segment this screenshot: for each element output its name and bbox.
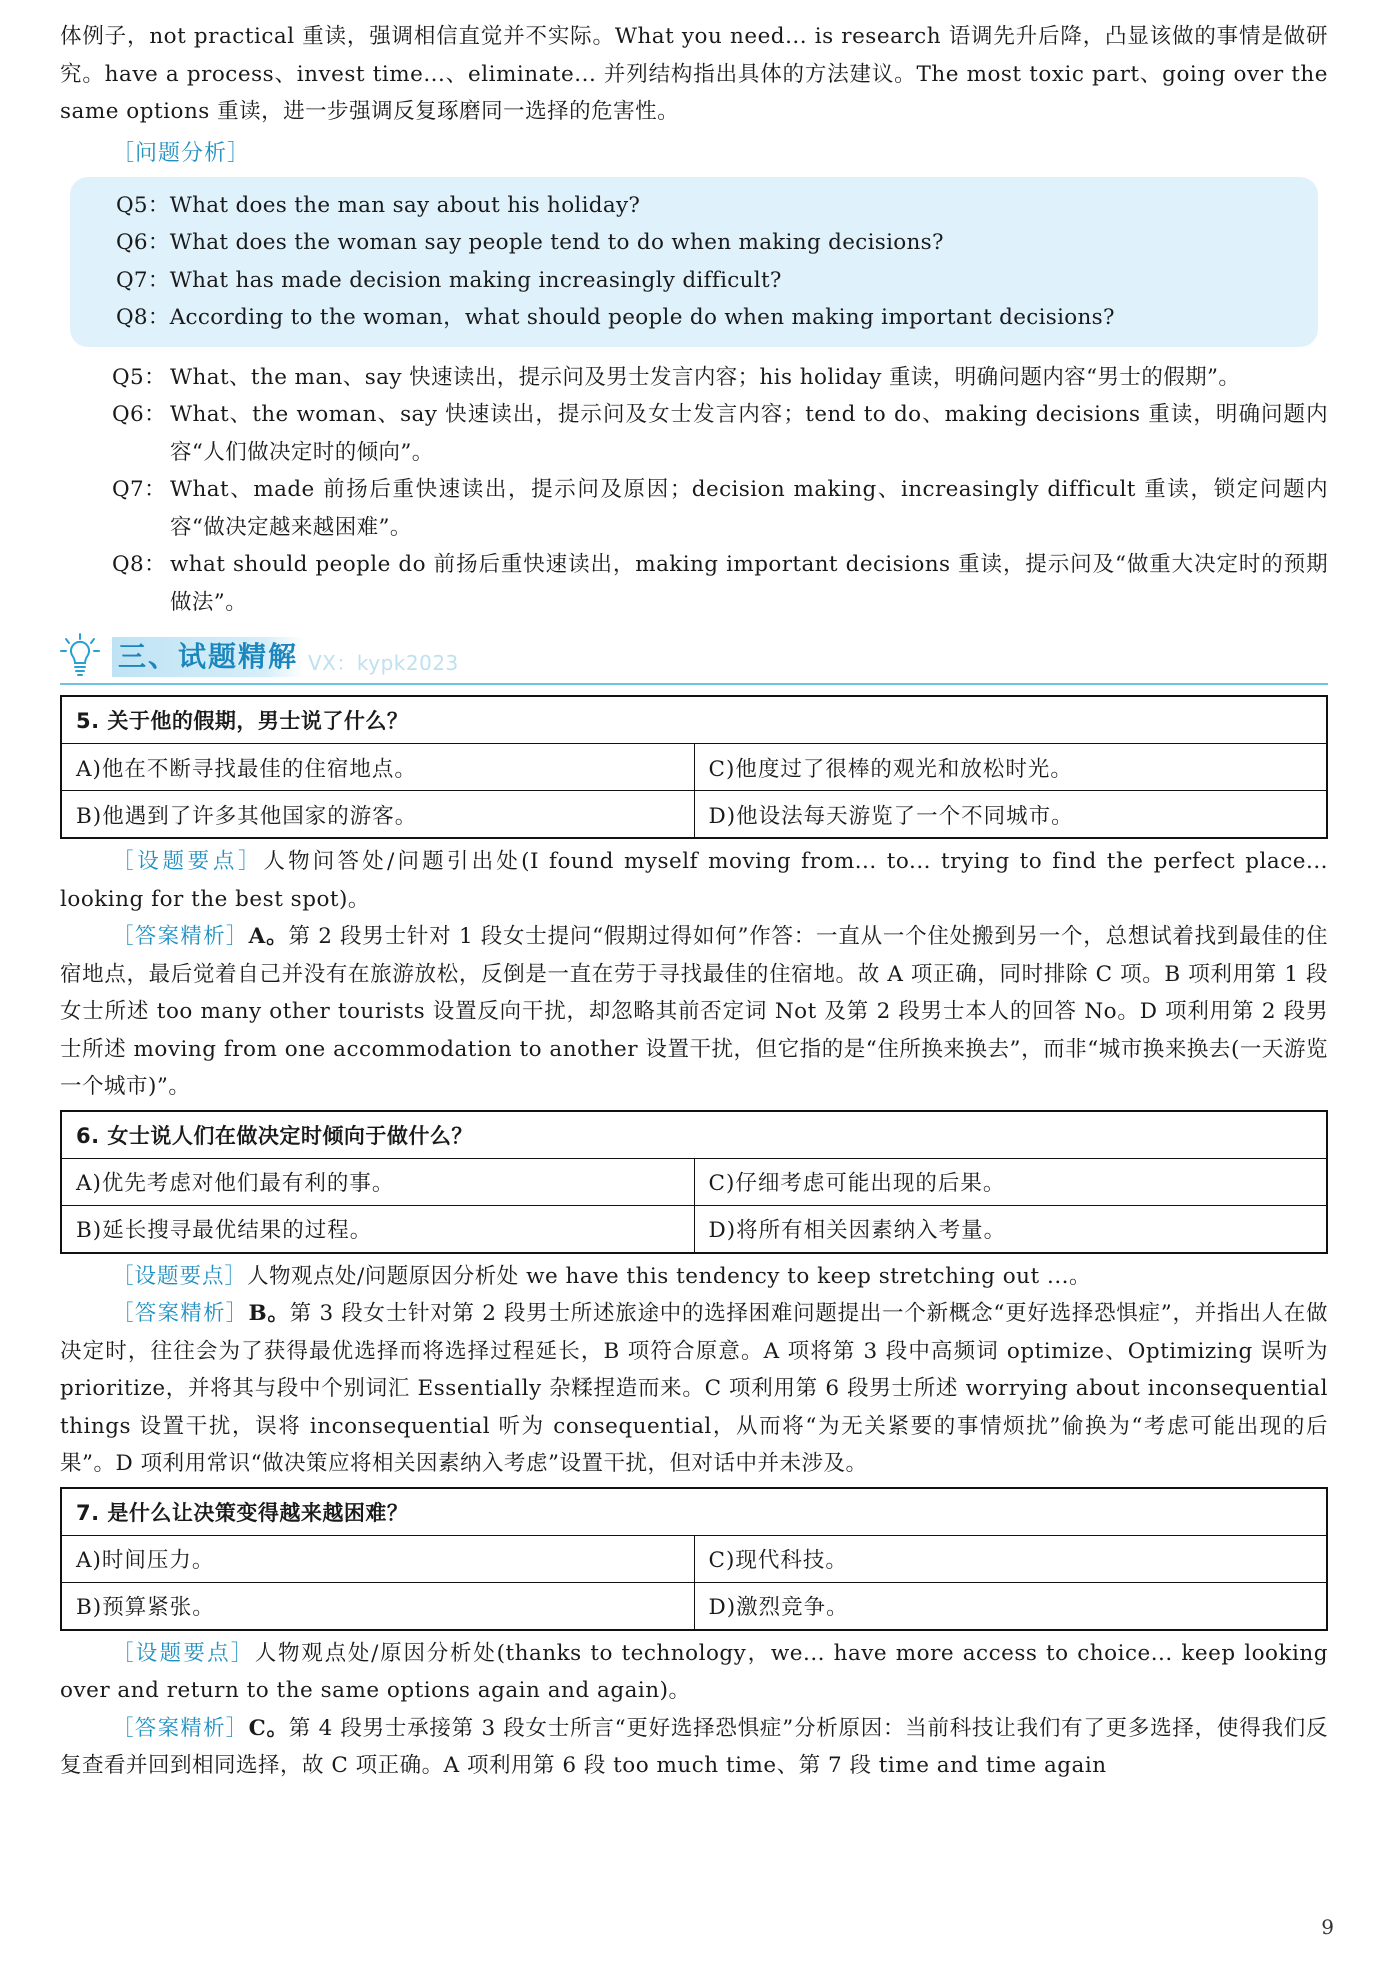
question-title: 5. 关于他的假期，男士说了什么？ [61, 696, 1327, 744]
key-point-7 [60, 1635, 1328, 1710]
page-number: 9 [1321, 1915, 1334, 1939]
analysis-text: What、made 前扬后重快速读出，提示问及原因；decision making、increasingly difficult 重读，锁定问题内容“做决定越来越困难”。 [170, 477, 1328, 540]
analysis-q6 [60, 396, 1328, 471]
key-point-label: ［设题要点］ [112, 1263, 248, 1289]
option-b: B)预算紧张。 [61, 1582, 694, 1630]
option-b: B)延长搜寻最优结果的过程。 [61, 1205, 694, 1253]
question-q8: Q8：According to the woman，what should people do when making important decisions? [116, 305, 1115, 330]
intro-paragraph: 体例子，not practical 重读，强调相信直觉并不实际。What you need... is research 语调先升后降，凸显该做的事情是做研究。have a process、invest time...、eliminate... 并列结构指出具体的方法建议。The most toxic part、going over the same options 重读，进一步强调反复琢磨同一选择的危害性。 [60, 24, 1328, 124]
option-b: B)他遇到了许多其他国家的游客。 [61, 791, 694, 839]
analysis-text: what should people do 前扬后重快速读出，making important decisions 重读，提示问及“做重大决定时的预期做法”。 [170, 552, 1328, 615]
key-point-text: 人物问答处/问题引出处(I found myself moving from... to... trying to find the perfect place... looking for the best spot)。 [60, 849, 1328, 912]
key-point-5 [60, 843, 1328, 918]
analysis-number: Q5： [112, 364, 167, 390]
question-q7: Q7：What has made decision making increasingly difficult? [116, 267, 782, 293]
option-a: A)时间压力。 [61, 1535, 694, 1582]
questions-box [70, 177, 1318, 347]
answer-letter: B。 [248, 1301, 290, 1326]
option-d: D)他设法每天游览了一个不同城市。 [694, 791, 1327, 839]
analysis-number: Q7： [112, 477, 167, 502]
answer-label: ［答案精析］ [112, 924, 249, 949]
section-rule [60, 683, 1328, 685]
option-c: C)仔细考虑可能出现的后果。 [694, 1158, 1327, 1205]
answer-analysis-6 [60, 1295, 1328, 1483]
question-analysis-list [60, 359, 1328, 622]
question-q6: Q6：What does the woman say people tend to do when making decisions? [116, 230, 944, 255]
key-point-6 [60, 1258, 1328, 1296]
option-c: C)现代科技。 [694, 1535, 1327, 1582]
option-d: D)将所有相关因素纳入考量。 [694, 1205, 1327, 1253]
analysis-number: Q8： [112, 552, 167, 577]
analysis-text: What、the man、say 快速读出，提示问及男士发言内容；his holiday 重读，明确问题内容“男士的假期”。 [170, 364, 1241, 390]
analysis-number: Q6： [112, 402, 167, 427]
analysis-q8 [60, 546, 1328, 621]
answer-text: 第 4 段男士承接第 3 段女士所言“更好选择恐惧症”分析原因：当前科技让我们有了更多选择，使得我们反复查看并回到相同选择，故 C 项正确。A 项利用第 6 段 too much time、第 7 段 time and time again [60, 1715, 1328, 1778]
question-6-table [60, 1110, 1328, 1254]
question-5-table [60, 695, 1328, 839]
answer-label: ［答案精析］ [112, 1301, 249, 1326]
question-title: 7. 是什么让决策变得越来越困难？ [61, 1488, 1327, 1536]
option-d: D)激烈竞争。 [694, 1582, 1327, 1630]
option-c: C)他度过了很棒的观光和放松时光。 [694, 744, 1327, 791]
key-point-text: 人物观点处/原因分析处(thanks to technology，we... have more access to choice... keep looking over and return to the same options again and again)。 [60, 1640, 1328, 1703]
lightbulb-icon [60, 633, 100, 679]
section-header [60, 631, 1328, 685]
watermark: VX：kypk2023 [308, 651, 459, 675]
key-point-label: ［设题要点］ [112, 849, 264, 874]
problem-analysis-heading: ［问题分析］ [112, 140, 251, 166]
question-q5: Q5：What does the man say about his holiday? [116, 192, 641, 218]
key-point-label: ［设题要点］ [112, 1640, 255, 1666]
key-point-text: 人物观点处/问题原因分析处 we have this tendency to keep stretching out ...。 [247, 1263, 1092, 1289]
answer-label: ［答案精析］ [112, 1715, 249, 1741]
option-a: A)他在不断寻找最佳的住宿地点。 [61, 744, 694, 791]
option-a: A)优先考虑对他们最有利的事。 [61, 1158, 694, 1205]
answer-analysis-7 [60, 1710, 1328, 1785]
analysis-q5 [60, 359, 1328, 397]
answer-text: 第 2 段男士针对 1 段女士提问“假期过得如何”作答：一直从一个住处搬到另一个，总想试着找到最佳的住宿地点，最后觉着自己并没有在旅游放松，反倒是一直在劳于寻找最佳的住宿地。故 A 项正确，同时排除 C 项。B 项利用第 1 段女士所述 too many other tourists 设置反向干扰，却忽略其前否定词 Not 及第 2 段男士本人的回答 No。D 项利用第 2 段男士所述 moving from one accommodation to another 设置干扰，但它指的是“住所换来换去”，而非“城市换来换去(一天游览一个城市)”。 [60, 924, 1328, 1099]
analysis-q7 [60, 471, 1328, 546]
section-title: 三、试题精解 [112, 637, 304, 677]
question-7-table [60, 1487, 1328, 1631]
answer-text: 第 3 段女士针对第 2 段男士所述旅途中的选择困难问题提出一个新概念“更好选择恐惧症”，并指出人在做决定时，往往会为了获得最优选择而将选择过程延长，B 项符合原意。A 项将第 3 段中高频词 optimize、Optimizing 误听为 prioritize，并将其与段中个别词汇 Essentially 杂糅捏造而来。C 项利用第 6 段男士所述 worrying about inconsequential things 设置干扰，误将 inconsequential 听为 consequential，从而将“为无关紧要的事情烦扰”偷换为“考虑可能出现的后果”。D 项利用常识“做决策应将相关因素纳入考虑”设置干扰，但对话中并未涉及。 [60, 1301, 1328, 1476]
answer-letter: A。 [248, 924, 289, 949]
analysis-text: What、the woman、say 快速读出，提示问及女士发言内容；tend to do、making decisions 重读，明确问题内容“人们做决定时的倾向”。 [170, 402, 1328, 465]
question-title: 6. 女士说人们在做决定时倾向于做什么？ [61, 1111, 1327, 1159]
answer-analysis-5 [60, 918, 1328, 1106]
page-content [60, 18, 1328, 1785]
answer-letter: C。 [248, 1715, 289, 1741]
